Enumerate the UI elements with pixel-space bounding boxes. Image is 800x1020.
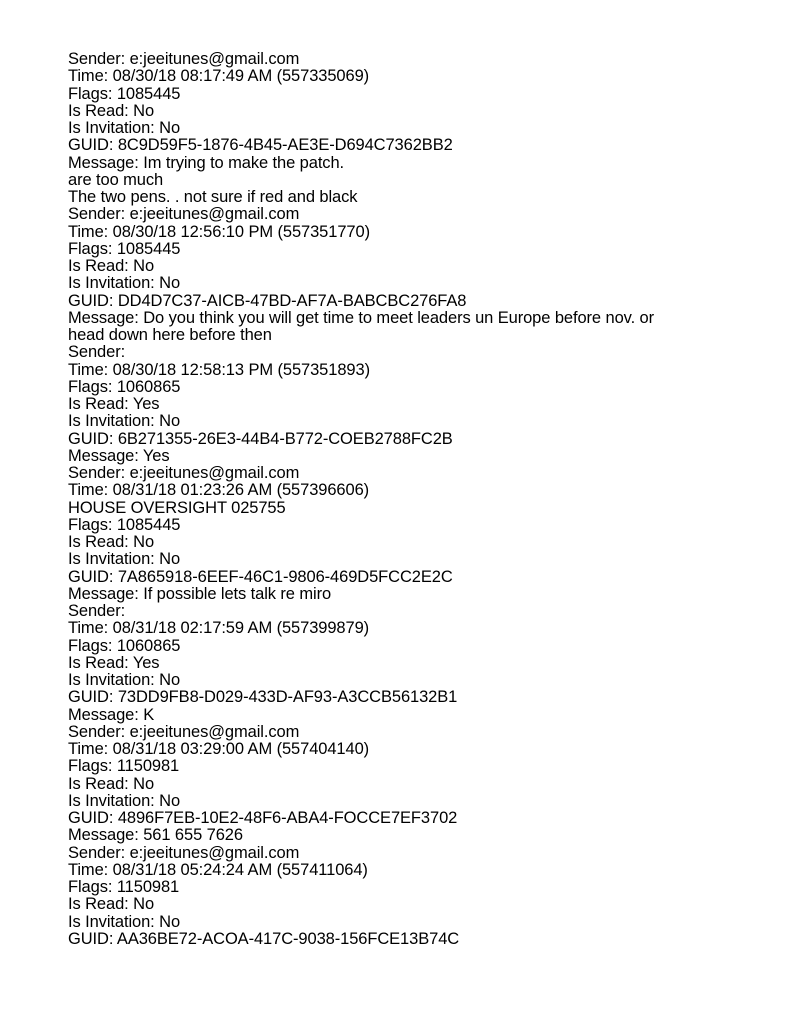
log-line: Is Invitation: No bbox=[68, 119, 181, 137]
log-line: GUID: AA36BE72-ACOA-417C-9038-156FCE13B74C bbox=[68, 929, 460, 948]
log-line: GUID: DD4D7C37-AICB-47BD-AF7A-BABCBC276FA8 bbox=[68, 291, 467, 310]
log-line: Is Invitation: No bbox=[68, 671, 181, 689]
log-line: GUID: 7A865918-6EEF-46C1-9806-469D5FCC2E2C bbox=[68, 567, 453, 586]
log-line: Sender: e:jeeitunes@gmail.com bbox=[68, 205, 300, 224]
log-line: GUID: 4896F7EB-10E2-48F6-ABA4-FOCCE7EF3702 bbox=[68, 809, 458, 827]
log-line: GUID: 73DD9FB8-D029-433D-AF93-A3CCB56132B1 bbox=[68, 688, 458, 707]
log-line: Sender: bbox=[68, 602, 126, 620]
log-line: Time: 08/31/18 03:29:00 AM (557404140) bbox=[68, 740, 370, 758]
log-line: The two pens. . not sure if red and black bbox=[68, 188, 358, 206]
log-line: Flags: 1150981 bbox=[68, 878, 180, 896]
log-line: Flags: 1060865 bbox=[68, 377, 181, 396]
log-line: head down here before then bbox=[68, 326, 272, 344]
log-line: Sender: bbox=[68, 343, 126, 362]
log-line: Is Read: Yes bbox=[68, 395, 160, 413]
log-line: Is Read: Yes bbox=[68, 653, 160, 672]
log-line: Time: 08/30/18 12:58:13 PM (557351893) bbox=[68, 360, 370, 379]
log-line: Is Invitation: No bbox=[68, 791, 181, 810]
log-line: Is Invitation: No bbox=[68, 412, 181, 431]
log-line: Sender: e:jeeitunes@gmail.com bbox=[68, 722, 300, 741]
log-line: Sender: e:jeeitunes@gmail.com bbox=[68, 464, 300, 482]
log-line: Flags: 1085445 bbox=[68, 515, 181, 534]
log-line: HOUSE OVERSIGHT 025755 bbox=[68, 498, 286, 517]
log-line: Is Invitation: No bbox=[68, 274, 181, 293]
log-line: Flags: 1085445 bbox=[68, 239, 181, 258]
log-line: Time: 08/30/18 08:17:49 AM (557335069) bbox=[68, 67, 370, 86]
log-line: are too much bbox=[68, 170, 164, 189]
message-log bbox=[68, 51, 758, 948]
log-line: GUID: 6B271355-26E3-44B4-B772-COEB2788FC2B bbox=[68, 429, 453, 448]
log-line: Message: Im trying to make the patch. bbox=[68, 153, 345, 172]
log-line: Is Read: No bbox=[68, 257, 155, 275]
log-line: Time: 08/31/18 05:24:24 AM (557411064) bbox=[68, 860, 368, 879]
log-line: Is Invitation: No bbox=[68, 912, 181, 931]
log-line: Is Invitation: No bbox=[68, 550, 181, 569]
log-line: Time: 08/31/18 02:17:59 AM (557399879) bbox=[68, 619, 370, 638]
log-line: Sender: e:jeeitunes@gmail.com bbox=[68, 843, 300, 862]
log-line: Is Read: No bbox=[68, 774, 155, 793]
log-line: Message: Do you think you will get time to meet leaders un Europe before nov. or bbox=[68, 308, 655, 327]
log-line: Flags: 1150981 bbox=[68, 757, 180, 776]
log-line: Time: 08/31/18 01:23:26 AM (557396606) bbox=[68, 481, 370, 500]
log-line: Message: K bbox=[68, 705, 155, 724]
log-line: Message: If possible lets talk re miro bbox=[68, 584, 332, 603]
log-line: Is Read: No bbox=[68, 533, 155, 551]
log-line: Flags: 1085445 bbox=[68, 84, 181, 103]
log-line: Message: Yes bbox=[68, 446, 170, 465]
log-line: Time: 08/30/18 12:56:10 PM (557351770) bbox=[68, 222, 370, 241]
log-line: GUID: 8C9D59F5-1876-4B45-AE3E-D694C7362BB2 bbox=[68, 136, 453, 155]
log-line: Flags: 1060865 bbox=[68, 636, 181, 655]
log-line: Is Read: No bbox=[68, 895, 155, 914]
log-line: Message: 561 655 7626 bbox=[68, 826, 243, 845]
log-line: Is Read: No bbox=[68, 101, 155, 120]
log-line: Sender: e:jeeitunes@gmail.com bbox=[68, 50, 300, 68]
